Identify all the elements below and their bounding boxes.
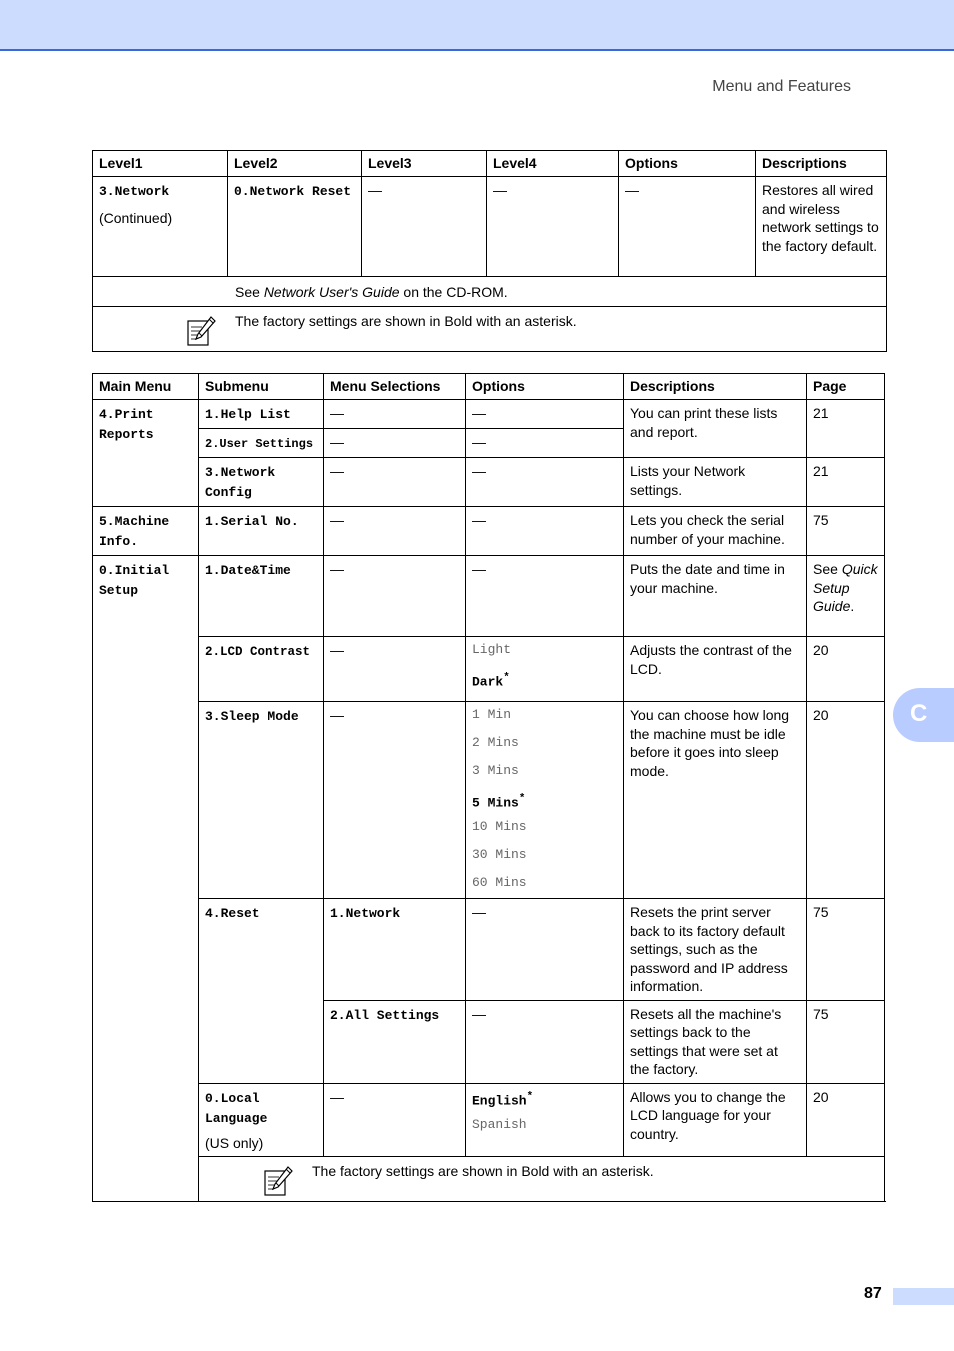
option-60-mins: 60 Mins: [472, 875, 527, 890]
options-cell: [466, 1083, 624, 1156]
guide-title: Network User's Guide: [263, 284, 400, 300]
note-row: [93, 1156, 885, 1201]
column-header: Main Menu: [93, 374, 199, 400]
submenu-label: 1.Date&Time: [205, 563, 291, 578]
page-number-bar: [893, 1288, 954, 1305]
see-suffix: on the CD-ROM.: [399, 284, 508, 300]
page-cell: 75: [807, 507, 885, 556]
description-cell: Restores all wired and wireless network settings to the factory default.: [756, 177, 887, 277]
submenu-cell: [199, 637, 324, 702]
description-cell: Resets the print server back to its factory default settings, such as the password and IP address information.: [624, 899, 807, 1001]
chapter-tab-letter: C: [910, 700, 928, 727]
option-3-mins: 3 Mins: [472, 763, 519, 778]
submenu-label: 3.Sleep Mode: [205, 709, 299, 724]
description-cell: Lists your Network settings.: [624, 458, 807, 507]
submenu-cell: [199, 458, 324, 507]
table-header-row: [93, 374, 885, 400]
option-1-min: 1 Min: [472, 707, 512, 722]
table-row: [93, 177, 887, 277]
description-cell: Resets all the machine's settings back to the settings that were set at the factory.: [624, 1000, 807, 1083]
description-cell: You can choose how long the machine must be idle before it goes into sleep mode.: [624, 702, 807, 899]
submenu-cell: [199, 429, 324, 458]
submenu-label: 0.Local Language: [205, 1090, 268, 1126]
table-row: [93, 556, 885, 637]
description-cell: Allows you to change the LCD language for your country.: [624, 1083, 807, 1156]
column-header: Options: [619, 151, 756, 177]
menu-selection-cell: —: [324, 458, 466, 507]
submenu-cell: [199, 400, 324, 429]
submenu-cell: [199, 556, 324, 637]
level1-cell: [93, 177, 228, 277]
see-guide-cell: [93, 277, 887, 307]
level3-cell: —: [362, 177, 487, 277]
column-header: Menu Selections: [324, 374, 466, 400]
main-menu-label: 4.Print Reports: [99, 407, 154, 442]
menu-selection-label: 1.Network: [330, 906, 401, 921]
note-cell: [93, 307, 887, 352]
level1-label: 3.Network: [99, 184, 170, 199]
option-light: Light: [472, 642, 512, 657]
submenu-cell: [199, 702, 324, 899]
running-header: Menu and Features: [712, 78, 851, 95]
page-cell: 20: [807, 637, 885, 702]
description-cell: Puts the date and time in your machine.: [624, 556, 807, 637]
note-cell: [199, 1156, 885, 1201]
page-cell: 75: [807, 1000, 885, 1083]
options-cell: —: [466, 1000, 624, 1083]
submenu-label: 2.LCD Contrast: [205, 645, 311, 659]
options-cell: —: [466, 899, 624, 1001]
note-row: [93, 307, 887, 352]
page-cell: 20: [807, 1083, 885, 1156]
option-5-mins-default: [472, 790, 617, 818]
level2-label: 0.Network Reset: [234, 184, 352, 199]
column-header: Descriptions: [624, 374, 807, 400]
page-cell: 21: [807, 458, 885, 507]
menu-selection-cell: —: [324, 429, 466, 458]
description-cell: Lets you check the serial number of your machine.: [624, 507, 807, 556]
table-row: [93, 702, 885, 899]
option-30-mins: 30 Mins: [472, 847, 527, 862]
table-row: [93, 1083, 885, 1156]
option-label: English: [472, 1092, 527, 1108]
options-cell: [466, 637, 624, 702]
option-label: 5 Mins: [472, 795, 519, 811]
see-text: See: [813, 561, 838, 577]
table-row: [93, 637, 885, 702]
submenu-cell: [199, 899, 324, 1084]
column-header: Options: [466, 374, 624, 400]
column-header: Level4: [487, 151, 619, 177]
see-prefix: See: [235, 284, 264, 300]
options-cell: —: [466, 556, 624, 637]
level4-cell: —: [487, 177, 619, 277]
menu-selection-cell: —: [324, 507, 466, 556]
page-number: 87: [864, 1285, 882, 1302]
menu-selection-cell: —: [324, 702, 466, 899]
default-asterisk: *: [518, 793, 526, 805]
option-label: Dark: [472, 674, 504, 690]
table-header-row: [93, 151, 887, 177]
column-header: Level1: [93, 151, 228, 177]
menu-selection-cell: —: [324, 1083, 466, 1156]
us-only-note: (US only): [205, 1134, 264, 1151]
menu-selection-label: 2.All Settings: [330, 1007, 440, 1023]
level2-cell: [228, 177, 362, 277]
main-menu-label: 5.Machine Info.: [99, 514, 170, 549]
note-text: The factory settings are shown in Bold with an asterisk.: [235, 313, 577, 329]
page-cell: 75: [807, 899, 885, 1001]
submenu-label: 1.Serial No.: [205, 514, 299, 529]
submenu-label: 2.User Settings: [205, 437, 314, 451]
period: .: [850, 598, 855, 614]
main-menu-table: [92, 373, 885, 1202]
table-row: [93, 899, 885, 1001]
column-header: Level2: [228, 151, 362, 177]
options-cell: —: [466, 400, 624, 429]
submenu-cell: [199, 1083, 324, 1156]
network-menu-table: [92, 150, 887, 352]
main-menu-cell: [93, 400, 199, 507]
options-cell: [466, 702, 624, 899]
description-cell: You can print these lists and report.: [624, 400, 807, 458]
description-cell: Adjusts the contrast of the LCD.: [624, 637, 807, 702]
option-10-mins: 10 Mins: [472, 819, 527, 834]
page-cell: [807, 556, 885, 637]
top-band: [0, 0, 954, 51]
page-cell: 20: [807, 702, 885, 899]
options-cell: —: [466, 458, 624, 507]
submenu-label: 4.Reset: [205, 906, 260, 921]
memo-pencil-icon: [185, 315, 217, 347]
option-2-mins: 2 Mins: [472, 735, 519, 750]
menu-selection-cell: —: [324, 556, 466, 637]
memo-pencil-icon: [262, 1165, 294, 1197]
column-header: Level3: [362, 151, 487, 177]
see-guide-row: [93, 277, 887, 307]
table-row: [93, 400, 885, 429]
column-header: Submenu: [199, 374, 324, 400]
table-row: [93, 458, 885, 507]
menu-selection-cell: —: [324, 400, 466, 429]
main-menu-cell: [93, 507, 199, 556]
chapter-tab: [893, 688, 954, 742]
guide-title: Quick Setup Guide: [813, 561, 878, 614]
page-cell: 21: [807, 400, 885, 458]
option-english-default: [472, 1088, 617, 1116]
default-asterisk: *: [526, 1090, 534, 1103]
menu-selection-cell: —: [324, 637, 466, 702]
submenu-label: 3.Network Config: [205, 465, 276, 500]
options-cell: —: [466, 429, 624, 458]
submenu-label: 1.Help List: [205, 407, 291, 422]
menu-selection-cell: [324, 1000, 466, 1083]
continued-note: (Continued): [99, 210, 173, 226]
note-text: The factory settings are shown in Bold with an asterisk.: [312, 1162, 654, 1179]
table-row: [93, 507, 885, 556]
submenu-cell: [199, 507, 324, 556]
default-asterisk: *: [503, 672, 510, 684]
column-header: Descriptions: [756, 151, 887, 177]
option-spanish: Spanish: [472, 1116, 527, 1132]
options-cell: —: [619, 177, 756, 277]
main-menu-label: 0.Initial Setup: [99, 563, 170, 598]
menu-selection-cell: [324, 899, 466, 1001]
main-menu-cell: [93, 556, 199, 1202]
options-cell: —: [466, 507, 624, 556]
option-dark-default: [472, 669, 617, 697]
column-header: Page: [807, 374, 885, 400]
